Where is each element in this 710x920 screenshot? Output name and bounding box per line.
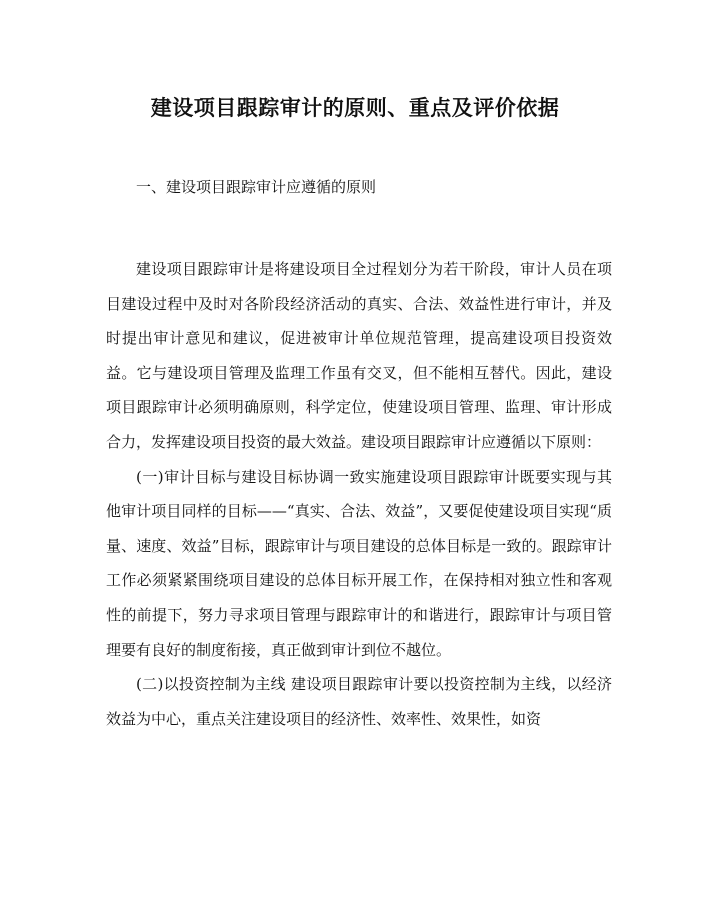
- paragraph-intro: 建设项目跟踪审计是将建设项目全过程划分为若干阶段，审计人员在项目建设过程中及时对各阶段经济活动的真实、合法、效益性进行审计，并及时提出审计意见和建议，促进被审计单位规范管理，提高建设项目投资效益。它与建设项目管理及监理工作虽有交叉，但不能相互替代。因此，建设项目跟踪审计必须明确原则，科学定位，使建设项目管理、监理、审计形成合力，发挥建设项目投资的最大效益。建设项目跟踪审计应遵循以下原则：: [106, 260, 612, 451]
- paragraph-principle-2: (二)以投资控制为主线 建设项目跟踪审计要以投资控制为主线，以经济效益为中心，重点关注建设项目的经济性、效率性、效果性，如资: [106, 675, 612, 728]
- document-title: 建设项目跟踪审计的原则、重点及评价依据: [150, 95, 560, 120]
- section-heading: 一、建设项目跟踪审计应遵循的原则: [136, 178, 377, 196]
- document-body: [106, 252, 612, 736]
- paragraph-principle-1: (一)审计目标与建设目标协调一致实施建设项目跟踪审计既要实现与其他审计项目同样的目标——“真实、合法、效益”，又要促使建设项目实现“质量、速度、效益”目标，跟踪审计与项目建设的总体目标是一致的。跟踪审计工作必须紧紧围绕项目建设的总体目标开展工作，在保持相对独立性和客观性的前提下，努力寻求项目管理与跟踪审计的和谐进行，跟踪审计与项目管理要有良好的制度衔接，真正做到审计到位不越位。: [106, 467, 612, 659]
